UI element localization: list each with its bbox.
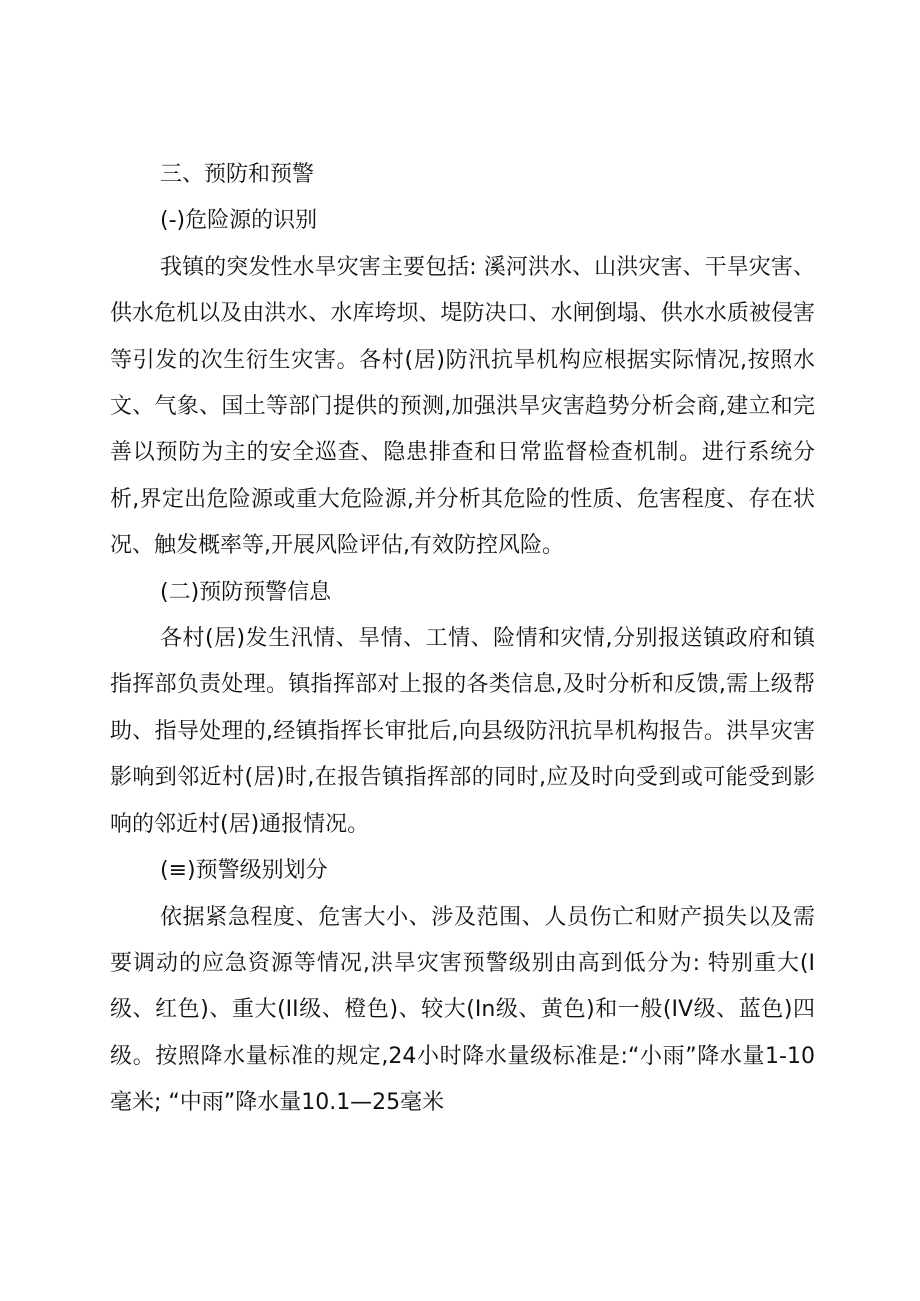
section-heading-prevention-warning: 三、预防和预警 [160, 162, 315, 187]
document-body [110, 152, 815, 1127]
paragraph-warning-information: 各村(居)发生汛情、旱情、工情、险情和灾情,分别报送镇政府和镇指挥部负责处理。镇指挥部对上报的各类信息,及时分析和反馈,需上级帮助、指导处理的,经镇指挥长审批后,向县级防汛抗旱机构报告。洪旱灾害影响到邻近村(居)时,在报告镇指挥部的同时,应及时向受到或可能受到影响的邻近村(居)通报情况。 [110, 626, 815, 837]
paragraph-hazard-identification: 我镇的突发性水旱灾害主要包括: 溪河洪水、山洪灾害、干旱灾害、供水危机以及由洪水、水库垮坝、堤防决口、水闸倒塌、供水水质被侵害等引发的次生衍生灾害。各村(居)防汛抗旱机构应根据实际情况,按照水文、气象、国土等部门提供的预测,加强洪旱灾害趋势分析会商,建立和完善以预防为主的安全巡查、隐患排查和日常监督检查机制。进行系统分析,界定出危险源或重大危险源,并分析其危险的性质、危害程度、存在状况、触发概率等,开展风险评估,有效防控风险。 [110, 254, 815, 559]
paragraph-warning-levels: 依据紧急程度、危害大小、涉及范围、人员伤亡和财产损失以及需要调动的应急资源等情况,洪旱灾害预警级别由高到低分为: 特别重大(I级、红色)、重大(II级、橙色)、较大(In级、黄色)和一般(IV级、蓝色)四级。按照降水量标准的规定,24小时降水量级标准是:“小雨”降水量1-10毫米; “中雨”降水量10.1—25毫米 [110, 904, 815, 1116]
subsection-heading-hazard-identification: (-)危险源的识别 [160, 208, 318, 234]
subsection-heading-warning-levels: (≡)预警级别划分 [160, 858, 328, 884]
subsection-heading-warning-information: (二)预防预警信息 [160, 579, 332, 605]
